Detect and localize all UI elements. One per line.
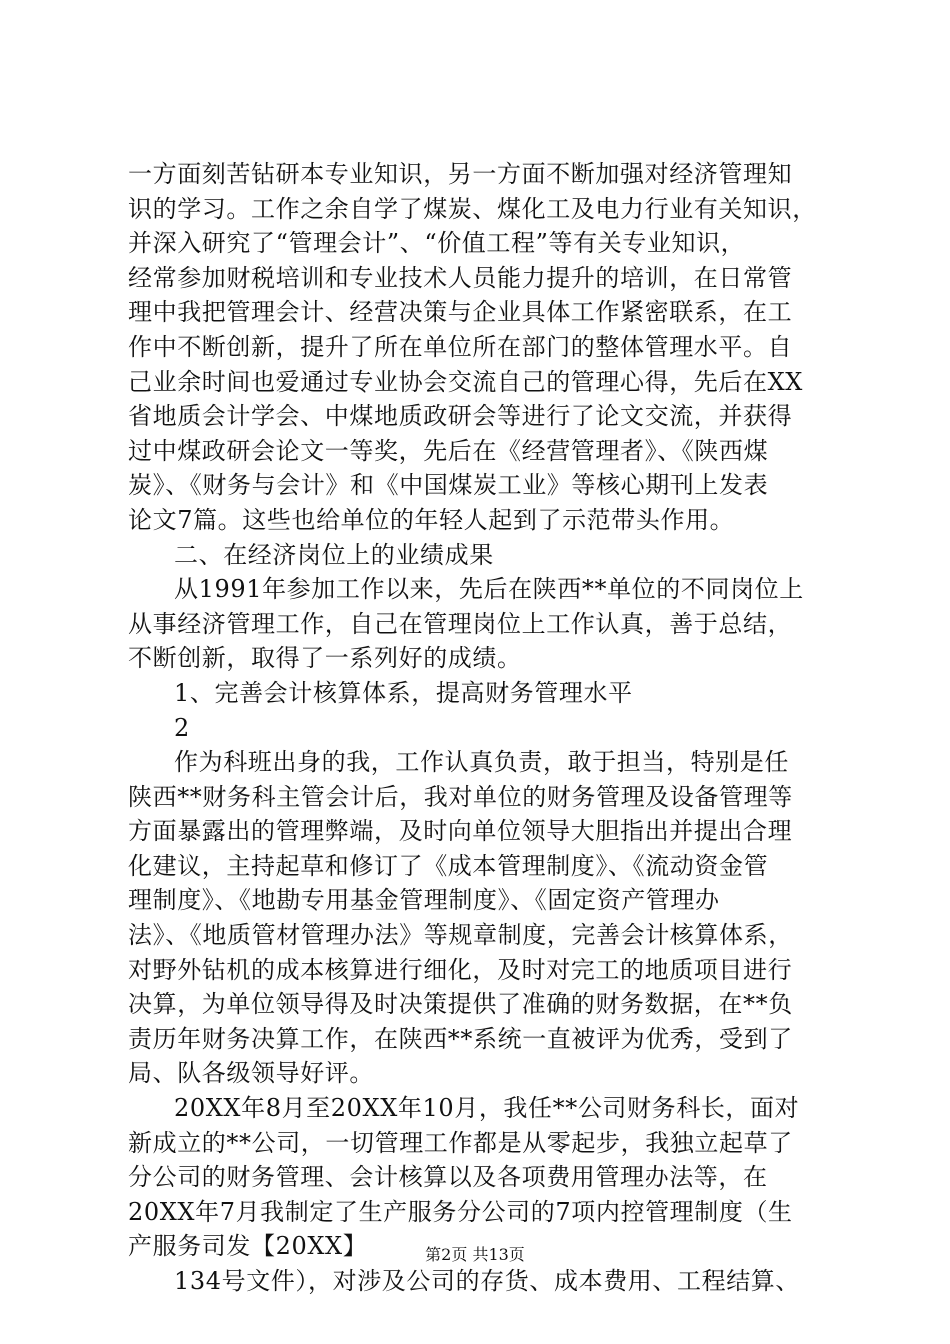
text-line: 责历年财务决算工作，在陕西**系统一直被评为优秀，受到了 xyxy=(128,1024,793,1053)
text-line: 不断创新，取得了一系列好的成绩。 xyxy=(128,644,522,673)
text-line: 并深入研究了“管理会计”、“价值工程”等有关专业知识， xyxy=(128,229,746,258)
text-line: 论文7篇。这些也给单位的年轻人起到了示范带头作用。 xyxy=(128,505,735,534)
text-line: 局、队各级领导好评。 xyxy=(128,1059,374,1088)
text-line: 20XX年7月我制定了生产服务分公司的7项内控管理制度（生 xyxy=(128,1197,793,1226)
text-line: 决算，为单位领导得及时决策提供了准确的财务数据，在**负 xyxy=(128,990,793,1019)
text-line: 法》、《地质管材管理办法》等规章制度，完善会计核算体系， xyxy=(128,921,793,950)
text-line: 1、完善会计核算体系，提高财务管理水平 xyxy=(174,678,633,707)
text-line: 经常参加财税培训和专业技术人员能力提升的培训，在日常管 xyxy=(128,263,793,292)
text-line: 方面暴露出的管理弊端，及时向单位领导大胆指出并提出合理 xyxy=(128,817,793,846)
text-line: 2 xyxy=(174,713,190,742)
text-line: 理制度》、《地勘专用基金管理制度》、《固定资产管理办 xyxy=(128,886,720,915)
text-line: 产服务司发【20XX】 xyxy=(128,1232,368,1261)
text-line: 省地质会计学会、中煤地质政研会等进行了论文交流，并获得 xyxy=(128,402,793,431)
text-line: 分公司的财务管理、会计核算以及各项费用管理办法等，在 xyxy=(128,1163,768,1192)
text-line: 己业余时间也爱通过专业协会交流自己的管理心得，先后在XX xyxy=(128,367,803,396)
text-line: 炭》、《财务与会计》和《中国煤炭工业》等核心期刊上发表 xyxy=(128,471,769,500)
text-line: 从事经济管理工作，自己在管理岗位上工作认真，善于总结， xyxy=(128,609,793,638)
text-line: 一方面刻苦钻研本专业知识，另一方面不断加强对经济管理知 xyxy=(128,160,793,188)
page-footer: 第2页 共13页 xyxy=(425,1245,525,1264)
text-line: 对野外钻机的成本核算进行细化，及时对完工的地质项目进行 xyxy=(128,955,793,984)
text-line: 新成立的**公司，一切管理工作都是从零起步，我独立起草了 xyxy=(128,1128,793,1157)
text-line: 20XX年8月至20XX年10月，我任**公司财务科长，面对 xyxy=(174,1094,800,1123)
text-line: 134号文件），对涉及公司的存货、成本费用、工程结算、 xyxy=(174,1267,801,1295)
text-line: 作为科班出身的我，工作认真负责，敢于担当，特别是任 xyxy=(174,748,789,777)
text-line: 二、在经济岗位上的业绩成果 xyxy=(174,540,494,569)
text-line: 过中煤政研会论文一等奖，先后在《经营管理者》、《陕西煤 xyxy=(128,436,769,465)
text-line: 作中不断创新，提升了所在单位所在部门的整体管理水平。自 xyxy=(128,332,793,361)
text-line: 识的学习。工作之余自学了煤炭、煤化工及电力行业有关知识， xyxy=(128,194,817,223)
text-line: 陕西**财务科主管会计后，我对单位的财务管理及设备管理等 xyxy=(128,782,793,811)
text-line: 从1991年参加工作以来，先后在陕西**单位的不同岗位上 xyxy=(174,575,804,604)
text-line: 化建议，主持起草和修订了《成本管理制度》、《流动资金管 xyxy=(128,851,769,880)
text-line: 理中我把管理会计、经营决策与企业具体工作紧密联系，在工 xyxy=(128,298,793,327)
body-text xyxy=(128,157,848,1299)
